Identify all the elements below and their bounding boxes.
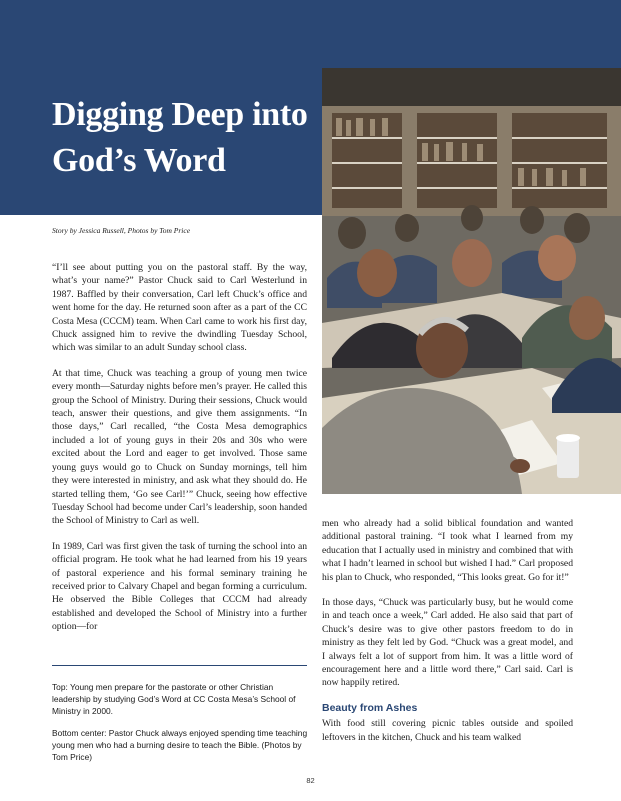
caption-bottom: Bottom center: Pastor Chuck always enjoyed spending time teaching young men who had a burning desire to teach the Bible. (Photos by Tom Price) [52, 728, 308, 762]
section-heading: Beauty from Ashes [322, 701, 418, 714]
body-column-left [52, 261, 307, 646]
photo-captions [52, 681, 309, 773]
body-paragraph: In those days, “Chuck was particularly busy, but he would come in and teach once a week,” Carl added. He also said that part of Chuck’s desire was to give other pastors freedom to do in ministry as they felt led by God. “Chuck was a great model, and I always felt a lot of support from him. It was a little word of encouragement here and a little word there,” Carl said. Carl is now happily retired. [322, 597, 573, 689]
page-number: 82 [306, 776, 315, 785]
body-paragraph: In 1989, Carl was first given the task of turning the school into an official program. He took what he had learned from his 19 years of pastoral experience and his formal seminary training he received prior to Calvary Chapel and began forming a curriculum. He observed the Bible Colleges that CCCM had already established and developed the School of Ministry into a further option—for [52, 540, 307, 633]
body-paragraph: “I’ll see about putting you on the pastoral staff. By the way, what’s your name?” Pastor Chuck said to Carl Westerlund in 1987. Baffled by their conversation, Carl left Chuck’s office and went home for the day. He returned soon after as a part of the CC Costa Mesa (CCCM) team. When Carl came to work his first day, Chuck assigned him to revive the dwindling Tuesday School, which was similar to an adult Sunday school class. [52, 262, 307, 354]
body-column-right [322, 517, 573, 756]
body-paragraph: With food still covering picnic tables outside and spoiled leftovers in the kitchen, Chuck and his team walked [322, 718, 573, 743]
caption-divider [52, 665, 307, 666]
story-credit: Story by Jessica Russell, Photos by Tom Price [52, 226, 191, 235]
classroom-photo [322, 68, 621, 494]
body-paragraph: At that time, Chuck was teaching a group of young men twice every month—Saturday nights before men’s prayer. He called this group the School of Ministry. During their sessions, Chuck would teach, answer their questions, and give them assignments. “In those days,” Carl recalled, “the Costa Mesa demographics included a lot of young guys in their 20s and 30s who were excited about the Lord and eager to get involved. Those same young guys would go to Chuck on Sunday mornings, tell him they were interested in ministry, and ask what they should do. He started telling them, ‘Go see Carl!’” Chuck, seeing how effective Tuesday School had become under Carl’s leadership, soon handed the School of Ministry to Carl as well. [52, 367, 307, 527]
body-paragraph: men who already had a solid biblical foundation and wanted additional pastoral training. “I took what I learned from my education that I actually used in ministry and combined that with what I hadn’t learned in school but wished I had.” Carl proposed his plan to Chuck, who responded, “This looks great. Go for it!” [322, 518, 573, 583]
article-title: Digging Deep into God’s Word [52, 96, 308, 179]
caption-top: Top: Young men prepare for the pastorate or other Christian leadership by studying God’s Word at CC Costa Mesa’s School of Ministry in 2000. [52, 682, 296, 716]
